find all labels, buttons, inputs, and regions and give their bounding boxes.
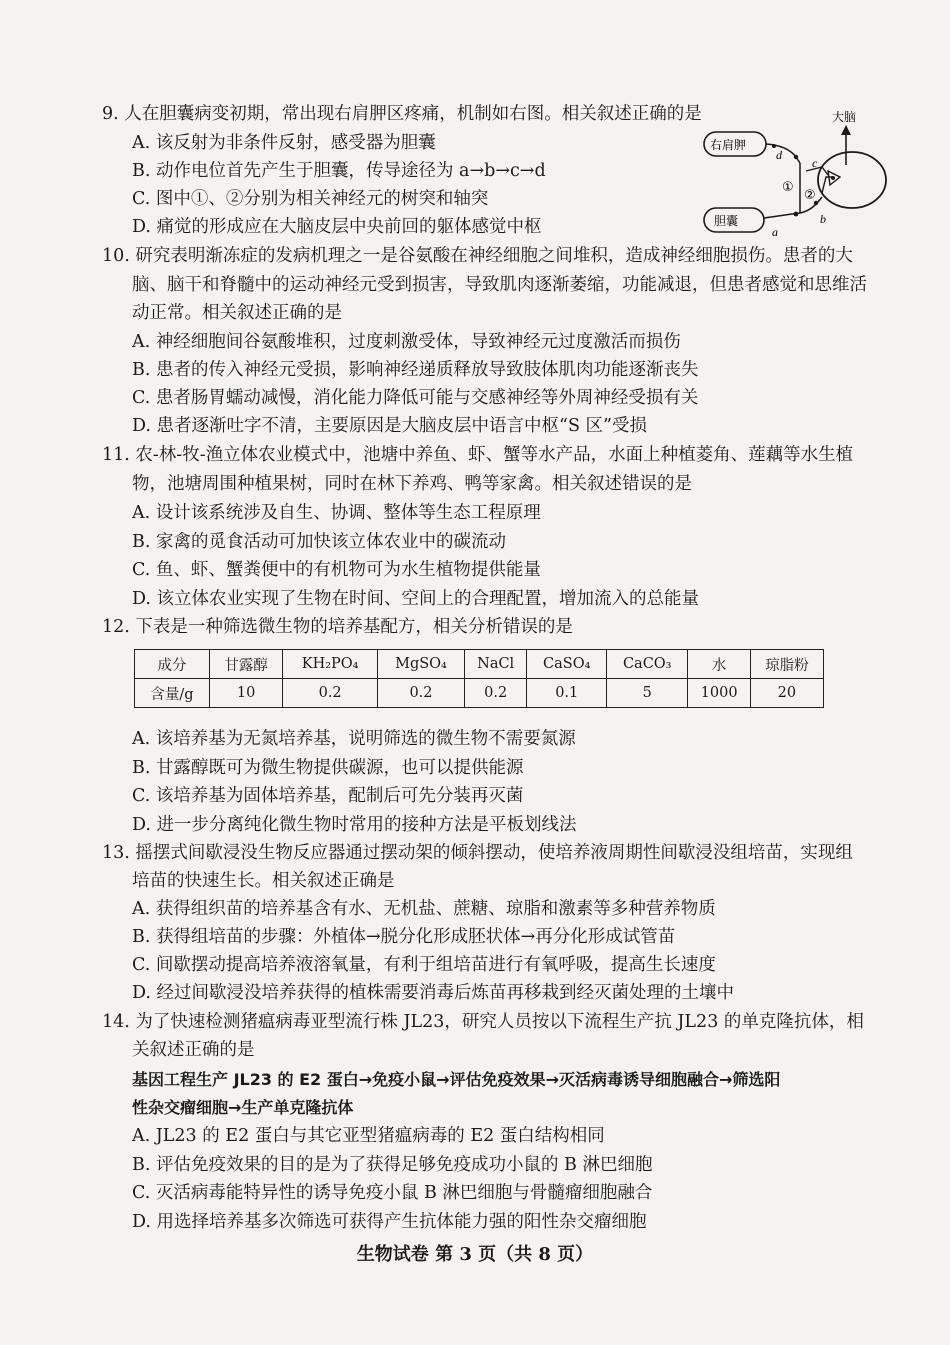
q14-option-d: D. 用选择培养基多次筛选可获得产生抗体能力强的阳性杂交瘤细胞 — [132, 1212, 647, 1232]
q10-stem-line-2: 脑、脑干和脊髓中的运动神经元受到损害，导致肌肉逐渐萎缩，功能减退，但患者感觉和思维活 — [132, 275, 867, 295]
q10-option-b: B. 患者的传入神经元受损，影响神经递质释放导致肢体肌肉功能逐渐丧失 — [132, 360, 699, 380]
arrow-up-icon — [841, 125, 851, 135]
q14-flow-line-1: 基因工程生产 JL23 的 E2 蛋白→免疫小鼠→评估免疫效果→灭活病毒诱导细胞融合→筛选阳 — [132, 1070, 781, 1089]
q11-option-c: C. 鱼、虾、蟹粪便中的有机物可为水生植物提供能量 — [132, 560, 541, 580]
th-water: 水 — [688, 650, 750, 679]
medium-table — [134, 649, 824, 708]
q9-option-a: A. 该反射为非条件反射，感受器为胆囊 — [132, 133, 436, 153]
q13-stem-line-2: 培苗的快速生长。相关叙述正确是 — [132, 871, 395, 891]
diagram-brain-label: 大脑 — [832, 110, 857, 124]
q11-stem-line-2: 物，池塘周围种植果树，同时在林下养鸡、鸭等家禽。相关叙述错误的是 — [132, 474, 692, 494]
q10-stem-line-3: 动正常。相关叙述正确的是 — [132, 303, 342, 323]
q14-option-c: C. 灭活病毒能特异性的诱导免疫小鼠 B 淋巴细胞与骨髓瘤细胞融合 — [132, 1183, 653, 1203]
td-mannitol: 10 — [210, 679, 283, 708]
label-d: d — [776, 148, 782, 162]
q10-option-d: D. 患者逐渐吐字不清，主要原因是大脑皮层中语言中枢“S 区”受损 — [132, 416, 647, 436]
q12-option-d: D. 进一步分离纯化微生物时常用的接种方法是平板划线法 — [132, 815, 577, 835]
q11-option-b: B. 家禽的觅食活动可加快该立体农业中的碳流动 — [132, 532, 506, 552]
shoulder-nerve — [766, 144, 800, 163]
page-footer: 生物试卷 第 3 页（共 8 页） — [356, 1244, 594, 1265]
q11-option-d: D. 该立体农业实现了生物在时间、空间上的合理配置，增加流入的总能量 — [132, 589, 700, 609]
q11-option-a: A. 设计该系统涉及自生、协调、整体等生态工程原理 — [132, 503, 541, 523]
q12-option-a: A. 该培养基为无氮培养基，说明筛选的微生物不需要氮源 — [132, 729, 576, 749]
label-b: b — [820, 212, 826, 226]
th-kh2po4: KH₂PO₄ — [283, 650, 378, 679]
label-a: a — [772, 225, 778, 239]
q9-option-c: C. 图中①、②分别为相关神经元的树突和轴突 — [132, 189, 489, 209]
td-caso4: 0.1 — [527, 679, 607, 708]
th-agar: 琼脂粉 — [750, 650, 823, 679]
q14-option-b: B. 评估免疫效果的目的是为了获得足够免疫成功小鼠的 B 淋巴细胞 — [132, 1155, 653, 1175]
q14-stem-line-1: 14. 为了快速检测猪瘟病毒亚型流行株 JL23，研究人员按以下流程生产抗 JL23 的单克隆抗体，相 — [102, 1012, 864, 1032]
td-mgso4: 0.2 — [378, 679, 465, 708]
td-nacl: 0.2 — [464, 679, 527, 708]
q14-stem-line-2: 关叙述正确的是 — [132, 1040, 255, 1060]
q10-option-a: A. 神经细胞间谷氨酸堆积，过度刺激受体，导致神经元过度激活而损伤 — [132, 332, 681, 352]
th-component: 成分 — [135, 650, 210, 679]
reflex-diagram — [700, 105, 900, 240]
td-amount-label: 含量/g — [135, 679, 210, 708]
q13-option-d: D. 经过间歇浸没培养获得的植株需要消毒后炼苗再移栽到经灭菌处理的土壤中 — [132, 983, 735, 1003]
th-caso4: CaSO₄ — [527, 650, 607, 679]
q13-option-c: C. 间歇摆动提高培养液溶氧量，有利于组培苗进行有氧呼吸，提高生长速度 — [132, 955, 716, 975]
diagram-shoulder-label: 右肩胛 — [710, 138, 747, 152]
th-caco3: CaCO₃ — [607, 650, 688, 679]
th-mannitol: 甘露醇 — [210, 650, 283, 679]
q13-stem-line-1: 13. 摇摆式间歇浸没生物反应器通过摆动架的倾斜摆动，使培养液周期性间歇浸没组培苗，实现组 — [102, 843, 853, 863]
q13-option-b: B. 获得组培苗的步骤：外植体→脱分化形成胚状体→再分化形成试管苗 — [132, 927, 676, 947]
spinal-cord-section — [818, 152, 886, 208]
th-nacl: NaCl — [464, 650, 527, 679]
label-circle-1: ① — [782, 180, 794, 195]
td-agar: 20 — [750, 679, 823, 708]
q14-flow-line-2: 性杂交瘤细胞→生产单克隆抗体 — [132, 1098, 354, 1117]
medium-table-value-row — [135, 679, 824, 708]
q12-stem: 12. 下表是一种筛选微生物的培养基配方，相关分析错误的是 — [102, 617, 573, 637]
q9-stem: 9. 人在胆囊病变初期，常出现右肩胛区疼痛，机制如右图。相关叙述正确的是 — [102, 104, 702, 124]
q12-option-c: C. 该培养基为固体培养基，配制后可先分装再灭菌 — [132, 786, 524, 806]
td-caco3: 5 — [607, 679, 688, 708]
q10-stem-line-1: 10. 研究表明渐冻症的发病机理之一是谷氨酸在神经细胞之间堆积，造成神经细胞损伤。患者的大 — [102, 246, 853, 266]
th-mgso4: MgSO₄ — [378, 650, 465, 679]
q9-option-b: B. 动作电位首先产生于胆囊，传导途径为 a→b→c→d — [132, 161, 546, 181]
diagram-gallbladder-label: 胆囊 — [714, 214, 739, 228]
q13-option-a: A. 获得组织苗的培养基含有水、无机盐、蔗糖、琼脂和激素等多种营养物质 — [132, 899, 716, 919]
q10-option-c: C. 患者肠胃蠕动减慢，消化能力降低可能与交感神经等外周神经受损有关 — [132, 388, 699, 408]
td-kh2po4: 0.2 — [283, 679, 378, 708]
q14-option-a: A. JL23 的 E2 蛋白与其它亚型猪瘟病毒的 E2 蛋白结构相同 — [132, 1126, 605, 1146]
medium-table-header-row — [135, 650, 824, 679]
label-circle-2: ② — [804, 188, 816, 203]
q12-option-b: B. 甘露醇既可为微生物提供碳源，也可以提供能源 — [132, 758, 524, 778]
td-water: 1000 — [688, 679, 750, 708]
q9-option-d: D. 痛觉的形成应在大脑皮层中央前回的躯体感觉中枢 — [132, 217, 542, 237]
label-c: c — [812, 156, 818, 170]
q11-stem-line-1: 11. 农-林-牧-渔立体农业模式中，池塘中养鱼、虾、蟹等水产品，水面上种植菱角、莲藕等水生植 — [102, 445, 854, 465]
